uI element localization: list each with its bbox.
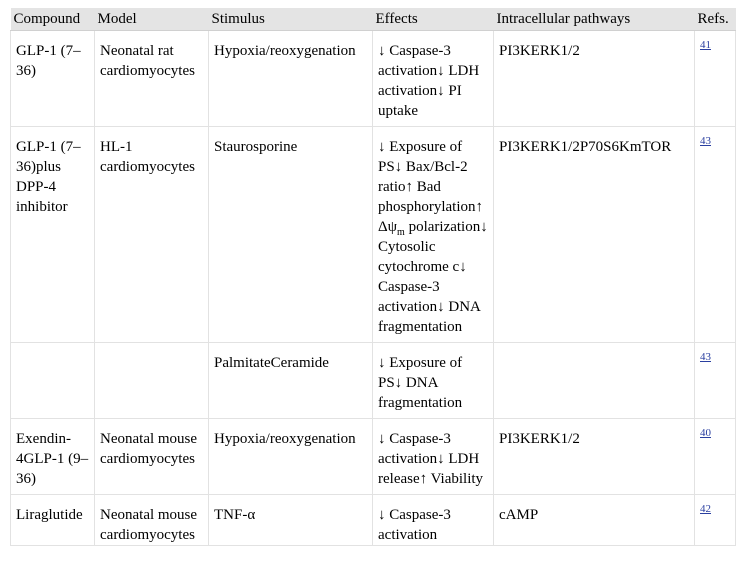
cell-effects: ↓ Exposure of PS↓ DNA fragmentation <box>373 343 494 419</box>
ref-link[interactable]: 43 <box>700 351 711 363</box>
ref-link[interactable]: 40 <box>700 427 711 439</box>
effects-subscript: m <box>397 227 405 238</box>
header-refs: Refs. <box>695 8 736 31</box>
cell-stimulus: TNF-α <box>209 495 373 546</box>
cell-pathways: cAMP <box>494 495 695 546</box>
cell-effects: ↓ Caspase-3 activation <box>373 495 494 546</box>
cell-ref <box>695 31 736 127</box>
ref-link[interactable]: 42 <box>700 503 711 515</box>
cell-effects <box>373 127 494 343</box>
cell-model <box>95 343 209 419</box>
cell-pathways: PI3KERK1/2 <box>494 419 695 495</box>
cell-pathways: PI3KERK1/2 <box>494 31 695 127</box>
header-stimulus: Stimulus <box>209 8 373 31</box>
cell-compound: Exendin-4GLP-1 (9–36) <box>11 419 95 495</box>
header-row <box>11 8 736 31</box>
ref-link[interactable]: 41 <box>700 39 711 51</box>
cell-compound <box>11 343 95 419</box>
cell-model: Neonatal mouse cardiomyocytes <box>95 419 209 495</box>
effects-part-b: polarization↓ Cytosolic cytochrome c↓ Caspase-3 activation↓ DNA fragmentation <box>378 219 488 335</box>
header-effects: Effects <box>373 8 494 31</box>
table-row <box>11 495 736 546</box>
cardioprotection-table <box>10 8 736 546</box>
cell-effects: ↓ Caspase-3 activation↓ LDH release↑ Viability <box>373 419 494 495</box>
cell-effects: ↓ Caspase-3 activation↓ LDH activation↓ PI uptake <box>373 31 494 127</box>
cell-model: Neonatal rat cardiomyocytes <box>95 31 209 127</box>
table-row <box>11 31 736 127</box>
cell-pathways: PI3KERK1/2P70S6KmTOR <box>494 127 695 343</box>
effects-part-a: ↓ Exposure of PS↓ Bax/Bcl-2 ratio↑ Bad phosphorylation↑ Δψ <box>378 139 483 235</box>
cell-ref <box>695 419 736 495</box>
cell-compound: GLP-1 (7–36) <box>11 31 95 127</box>
table-row <box>11 419 736 495</box>
cell-ref <box>695 495 736 546</box>
header-model: Model <box>95 8 209 31</box>
cell-stimulus: PalmitateCeramide <box>209 343 373 419</box>
header-compound: Compound <box>11 8 95 31</box>
cell-stimulus: Hypoxia/reoxygenation <box>209 419 373 495</box>
cell-model: HL-1 cardiomyocytes <box>95 127 209 343</box>
cell-stimulus: Staurosporine <box>209 127 373 343</box>
cell-ref <box>695 127 736 343</box>
table-row <box>11 343 736 419</box>
cell-ref <box>695 343 736 419</box>
table-row <box>11 127 736 343</box>
cell-model: Neonatal mouse cardiomyocytes <box>95 495 209 546</box>
cell-compound: Liraglutide <box>11 495 95 546</box>
ref-link[interactable]: 43 <box>700 135 711 147</box>
cell-stimulus: Hypoxia/reoxygenation <box>209 31 373 127</box>
cell-compound: GLP-1 (7–36)plus DPP-4 inhibitor <box>11 127 95 343</box>
cell-pathways <box>494 343 695 419</box>
header-pathways: Intracellular pathways <box>494 8 695 31</box>
